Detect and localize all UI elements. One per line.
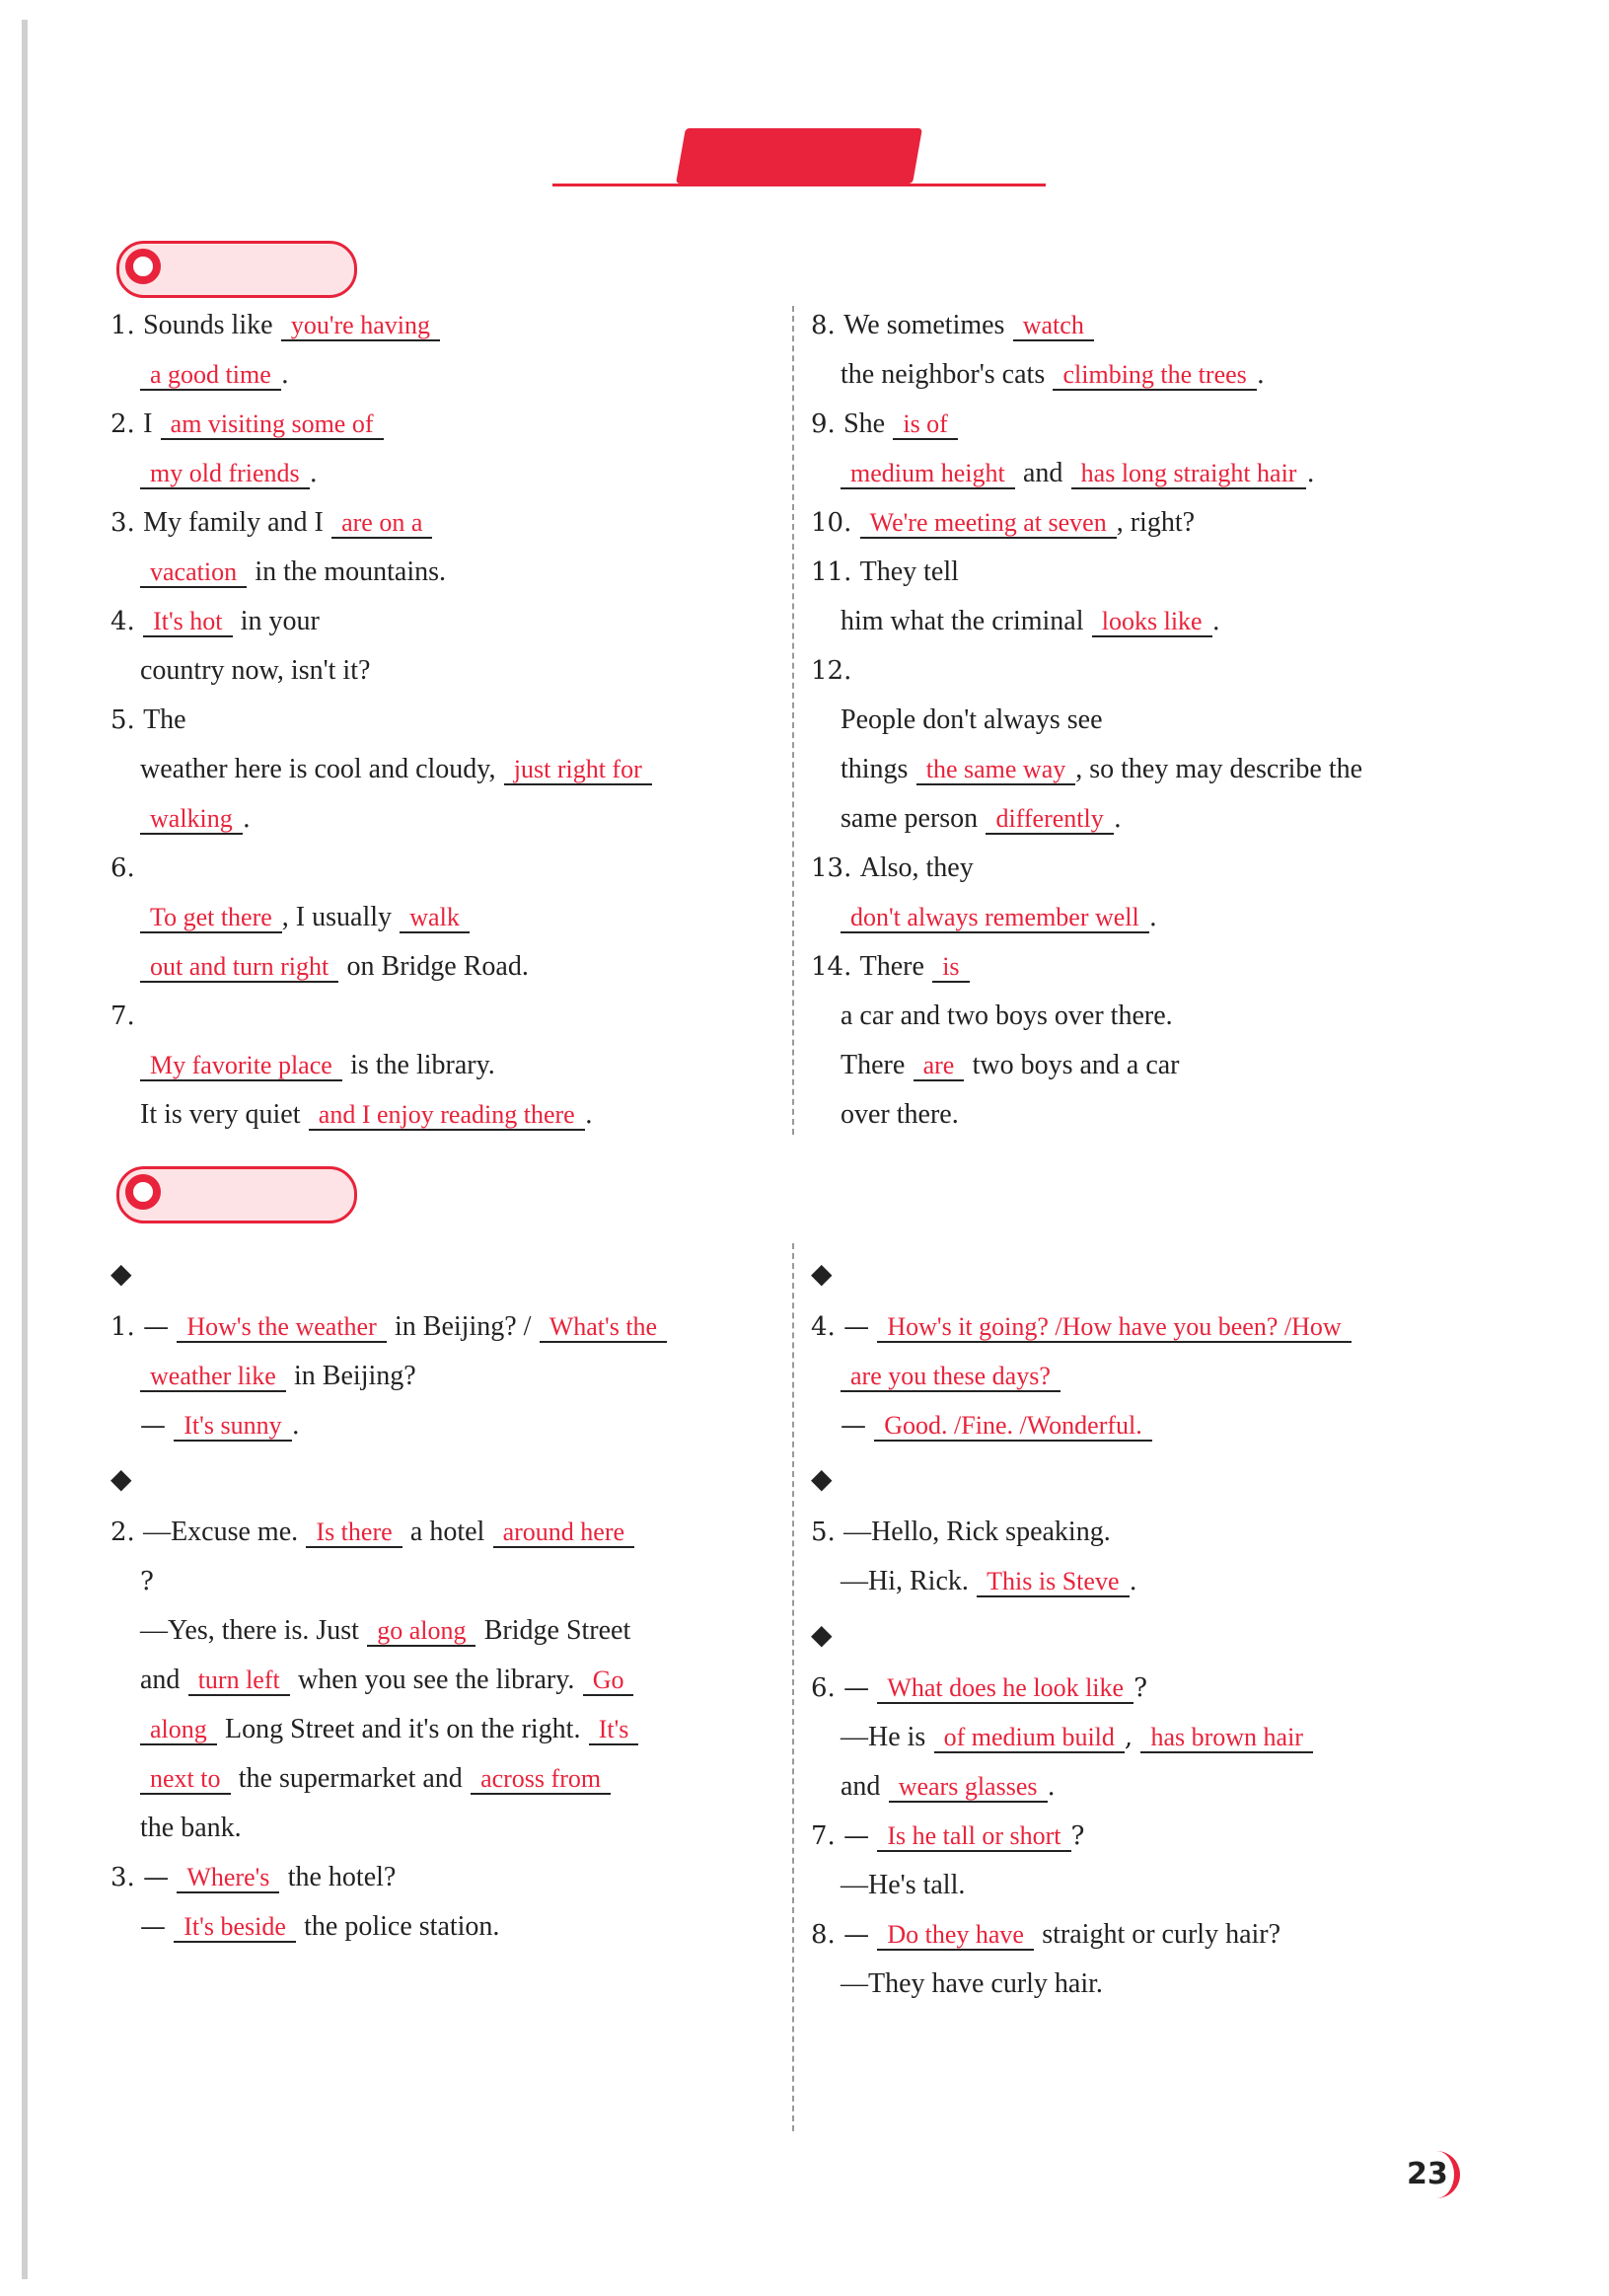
topic-directions: ◆ [110, 1462, 132, 1495]
item-6: 6. — What does he look like ? [811, 1673, 1148, 1703]
section-writing-header [116, 241, 357, 298]
column-divider [792, 306, 794, 1135]
column-divider [792, 1243, 794, 2131]
target-icon [125, 249, 161, 284]
sentence-3: 3. My family and I are on a [110, 498, 781, 548]
item-7: 7. — Is he tall or short ? [811, 1821, 1085, 1851]
sentence-4: 4. It's hot in your [110, 606, 320, 636]
sentence-10: 10. We're meeting at seven , right? [811, 507, 1196, 538]
item-3: 3. — Where's the hotel? [110, 1862, 397, 1892]
sentence-8: 8. We sometimes watch [811, 301, 1482, 350]
page-title [552, 118, 1046, 192]
title-badge [676, 128, 922, 184]
sentence-14: 14. There is [811, 942, 1482, 992]
writing-left-column: 1. Sounds like you're having a good time . 2. I am visiting some of my old friends . 3. My family and I are on a vacation in the mountains. 4. It's hot in your country now, isn't it? 5. The weather here is cool and cloudy, just right for walking . 6. To get there , I usually walk out and turn right on Bridge Road. 7. My favorite place is the library. It is very quiet and I enjoy reading there . [110, 301, 781, 1140]
sentence-2: 2. I am visiting some of [110, 400, 781, 449]
item-8: 8. — Do they have straight or curly hair? [811, 1919, 1281, 1950]
target-icon [125, 1174, 161, 1210]
page-number-text: 23 [1407, 2157, 1448, 2191]
topic-appearance: ◆ [811, 1618, 833, 1651]
page-edge [22, 20, 28, 2279]
item-1: 1. — How's the weather in Beijing? / What's the [110, 1302, 781, 1352]
sentence-1: 1. Sounds like you're having [110, 301, 781, 350]
section-function-header [116, 1166, 357, 1223]
sentence-12: 12. [811, 656, 852, 686]
item-5: 5. —Hello, Rick speaking. [811, 1517, 1111, 1547]
item-2: 2. —Excuse me. Is there a hotel around here [110, 1508, 781, 1557]
title-rule [552, 184, 1046, 186]
sentence-6: 6. [110, 853, 135, 883]
sentence-9: 9. She is of [811, 400, 1482, 449]
sentence-5: 5. The [110, 704, 186, 735]
sentence-13: 13. Also, they [811, 852, 974, 883]
item-4: 4. — How's it going? /How have you been? /How [811, 1302, 1482, 1352]
function-left-column: ◆ 1. — How's the weather in Beijing? / What's the weather like in Beijing? — It's sunny . ◆ 2. —Excuse me. Is there a hotel around here ? —Yes, there is. Just go along Bridge Street and turn left when you see the library. Go along Long Street and it's on the right. It's next to the supermarket and across from the bank. 3. — Where's the hotel? — It's beside the police station. [110, 1245, 781, 1952]
sentence-7: 7. [110, 1001, 135, 1031]
topic-weather: ◆ [110, 1257, 132, 1290]
sentence-11: 11. They tell [811, 556, 959, 587]
function-right-column: ◆ 4. — How's it going? /How have you been? /How are you these days? — Good. /Fine. /Wonderful. ◆ 5. —Hello, Rick speaking. —Hi, Rick. This is Steve . ◆ 6. — What does he look like ? —He is of medium build , has brown hair and wears glasses . 7. — Is he tall or short ? —He's tall. 8. — Do they have straight or curly hair? —They have curly hair. [811, 1245, 1482, 2009]
page-number [1401, 2151, 1460, 2206]
topic-greeting: ◆ [811, 1257, 833, 1290]
writing-right-column: 8. We sometimes watch the neighbor's cats climbing the trees . 9. She is of medium height and has long straight hair . 10. We're meeting at seven , right? 11. They tell him what the criminal looks like . 12. People don't always see things the same way , so they may describe the same person differently . 13. Also, they don't always remember well . 14. There is a car and two boys over there. There are two boys and a car over there. [811, 301, 1482, 1140]
topic-phone: ◆ [811, 1462, 833, 1495]
